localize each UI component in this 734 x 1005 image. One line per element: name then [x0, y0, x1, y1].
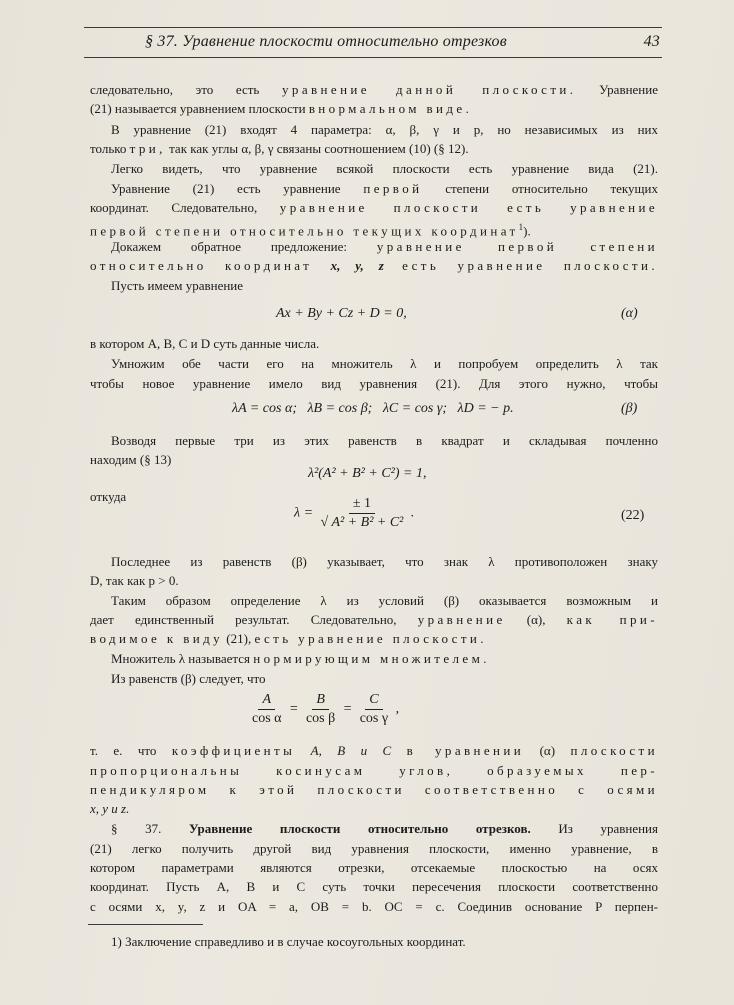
- equation-ratio: $\frac{A}{\text{cos α}}$ = $\frac{B}{\text{cos β}}$ = $\frac{C}{\text{cos γ}}$ ,: [252, 692, 400, 726]
- text-line: (21) легко получить другой вид уравнения плоскости, именно уравнение, в: [90, 841, 658, 856]
- header-bottom-rule: [84, 57, 662, 58]
- footnote-ref: 1: [518, 222, 524, 232]
- text-line: Возводя первые три из этих равенств в квадрат и складывая почленно: [111, 433, 658, 448]
- text-line: следовательно, это есть уравнение данной плоскости. Уравнение: [90, 82, 658, 97]
- text-line: чтобы новое уравнение имело вид уравнения (21). Для этого нужно, чтобы: [90, 376, 658, 391]
- text-line: котором параметрами являются отрезки, отсекаемые плоскостью на осях: [90, 860, 658, 875]
- footnote-text: Заключение справедливо и в случае косоугольных координат.: [121, 934, 466, 949]
- text-line: Таким образом определение λ из условий (β) оказывается возможным и: [111, 593, 658, 608]
- text-line: т. е. что коэффициенты A, B и C в уравнении (α) плоскости: [90, 743, 658, 758]
- text-line: первой степени относительно текущих координат$^1$).: [90, 222, 531, 239]
- running-header: [145, 33, 660, 51]
- text-line: с осями x, y, z и OA = a, OB = b. OC = c. Соединив основание P перпен-: [90, 899, 658, 914]
- equation-22: λ = $\frac{\pm 1}{\text{√ A² + B² + C²}}$ .: [294, 496, 415, 530]
- text-line: D, так как p > 0.: [90, 573, 179, 588]
- text-line: Пусть имеем уравнение: [111, 278, 244, 293]
- section-heading-line: § 37. Уравнение плоскости относительно отрезков. Из уравнения: [111, 821, 658, 836]
- text-line: относительно координат x, y, z есть уравнение плоскости.: [90, 258, 658, 273]
- header-top-rule: [84, 27, 662, 28]
- text-line: Умножим обе части его на множитель λ и попробуем определить λ так: [111, 356, 658, 371]
- text-line: дает единственный результат. Следовательно, уравнение (α), как при-: [90, 612, 658, 627]
- text-line: откуда: [90, 489, 127, 504]
- equation-alpha: Ax + By + Cz + D = 0,: [276, 306, 407, 321]
- text-line: В уравнение (21) входят 4 параметра: α, β, γ и p, но независимых из них: [111, 122, 658, 137]
- text-line: Последнее из равенств (β) указывает, что знак λ противоположен знаку: [111, 554, 658, 569]
- text-line: (21) называется уравнением плоскости в нормальном виде.: [90, 101, 473, 116]
- text-line: пендикуляром к этой плоскости соответственно с осями: [90, 782, 658, 797]
- fraction: $\frac{\pm 1}{\text{√ A² + B² + C²}}$: [320, 496, 404, 530]
- text-line: координат. Следовательно, уравнение плоскости есть уравнение: [90, 200, 659, 215]
- text-line: пропорциональны косинусам углов, образуемых пер-: [90, 763, 658, 778]
- footnote: [111, 934, 466, 950]
- text-line: Легко видеть, что уравнение всякой плоскости есть уравнение вида (21).: [111, 161, 658, 176]
- text-line: водимое к виду (21), есть уравнение плоскости.: [90, 631, 487, 646]
- text-line: Из равенств (β) следует, что: [111, 671, 266, 686]
- running-title: § 37. Уравнение плоскости относительно отрезков: [145, 33, 507, 50]
- text-line: Множитель λ называется нормирующим множителем.: [111, 651, 490, 666]
- text-line: в котором A, B, C и D суть данные числа.: [90, 336, 320, 351]
- text-line: координат. Пусть A, B и C суть точки пересечения плоскости соответственно: [90, 879, 658, 894]
- footnote-separator: [88, 924, 203, 925]
- footnote-marker: 1): [111, 934, 122, 949]
- equation-label-beta: (β): [621, 401, 638, 416]
- text-line: только три, так как углы α, β, γ связаны соотношением (10) (§ 12).: [90, 141, 469, 156]
- page-number: 43: [643, 33, 660, 50]
- equation-label-alpha: (α): [621, 306, 638, 321]
- text-line: находим (§ 13): [90, 452, 172, 467]
- equation-label-22: (22): [621, 508, 645, 523]
- equation-beta: λA = cos α; λB = cos β; λC = cos γ; λD = − p.: [232, 401, 514, 416]
- text-line: Уравнение (21) есть уравнение первой степени относительно текущих: [111, 181, 658, 196]
- text-line: x, y и z.: [90, 801, 130, 816]
- text-line: Докажем обратное предложение: уравнение первой степени: [111, 239, 659, 254]
- equation-squared: λ²(A² + B² + C²) = 1,: [308, 466, 427, 481]
